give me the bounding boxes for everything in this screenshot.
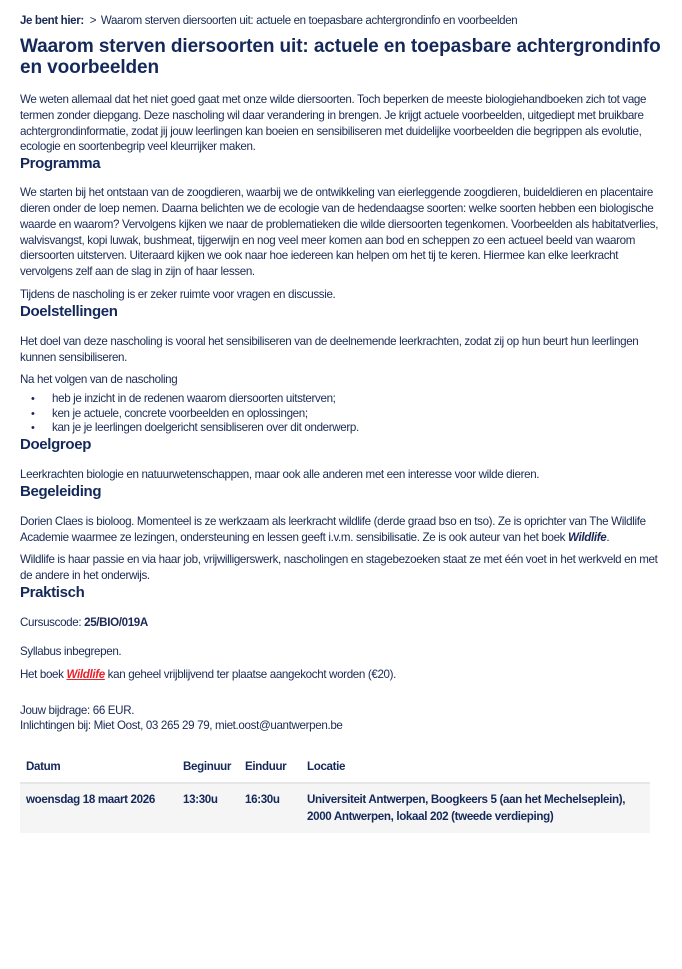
bullet-icon: • [31,393,35,406]
goal-text: heb je inzicht in de redenen waarom diersoorten uitsterven; [52,392,336,406]
breadcrumb [20,13,662,29]
sessions-table [20,752,650,833]
locatie-line-2: 2000 Antwerpen, lokaal 202 (tweede verdieping) [307,809,554,823]
doelstellingen-heading: Doelstellingen [20,302,118,320]
intro-paragraph: We weten allemaal dat het niet goed gaat met onze wilde diersoorten. Toch beperken de meeste biologiehandboeken zich tot vage termen zonder diepgang. Deze nascholing wil daar verandering in brengen. Je krijgt actuele voorbeelden, uitgediept met bruikbare achtergrondinformatie, zodat jij jouw leerlingen kan boeien en sensibiliseren met duidelijke voorbeelden die begrippen als evolutie, ecologie en soortenbegrip veel kleurrijker maken. [20,93,647,154]
bullet-icon: • [31,422,35,435]
book-note-prefix: Het boek [20,667,67,681]
book-title: Wildlife [567,530,607,544]
course-code-value: 25/BIO/019A [84,615,148,629]
begeleiding-heading: Begeleiding [20,482,102,500]
begeleiding-bio-text: Dorien Claes is bioloog. Momenteel is ze werkzaam als leerkracht wildlife (derde graad bso en tso). Ze is oprichter van The Wildlife Academie waarmee ze lezingen, ondersteuning en lessen geeft i.v.m. sensibilisatie. Ze is ook auteur van het boek [20,514,646,544]
column-header-datum: Datum [20,752,177,783]
doelgroep-heading: Doelgroep [20,435,92,453]
goal-item [31,421,662,436]
cell-einduur: 16:30u [239,783,301,833]
breadcrumb-separator-icon: > [89,15,97,27]
begeleiding-paragraph-1 [20,514,662,546]
begeleiding-bio-end: . [606,530,610,544]
course-code-line [20,615,662,631]
doelstellingen-paragraph: Het doel van deze nascholing is vooral het sensibiliseren van de deelnemende leerkrachten, zodat zij op hun beurt hun leerlingen kunnen sensibiliseren. [20,334,639,364]
column-header-einduur: Einduur [239,752,301,783]
book-note [20,667,662,683]
breadcrumb-label: Je bent hier: [20,15,84,27]
column-header-locatie: Locatie [301,752,650,783]
book-note-suffix: kan geheel vrijblijvend ter plaatse aangekocht worden (€20). [104,667,397,681]
table-row [20,783,650,833]
cell-beginuur: 13:30u [177,783,239,833]
bullet-icon: • [31,407,35,420]
locatie-line-1: Universiteit Antwerpen, Boogkeers 5 (aan het Mechelseplein), [307,792,626,806]
contact-block [20,704,662,733]
breadcrumb-current[interactable]: Waarom sterven diersoorten uit: actuele en toepasbare achtergrondinfo en voorbeelden [100,15,518,27]
goals-list [20,392,662,436]
doelstellingen-list-intro: Na het volgen van de nascholing [20,373,178,387]
book-link[interactable]: Wildlife [66,667,105,681]
cell-locatie [301,783,650,833]
course-code-label: Cursuscode: [20,615,85,629]
programma-heading: Programma [20,155,101,173]
goal-text: kan je je leerlingen doelgericht sensibliseren over dit onderwerp. [52,421,359,435]
programma-discussion: Tijdens de nascholing is er zeker ruimte voor vragen en discussie. [20,287,336,301]
goal-item [31,392,662,407]
syllabus-note: Syllabus inbegrepen. [20,644,122,658]
begeleiding-paragraph-2: Wildlife is haar passie en via haar job, vrijwilligerswerk, nascholingen en stagebezoeken staat ze met één voet in het werkveld en met de andere in het onderwijs. [20,553,658,583]
info-text: Inlichtingen bij: Miet Oost, 03 265 29 79, miet.oost@uantwerpen.be [20,718,343,732]
programma-paragraph: We starten bij het ontstaan van de zoogdieren, waarbij we de ontwikkeling van eierleggende zoogdieren, buideldieren en placentaire dieren onder de loep nemen. Daarna belichten we de ecologie van de hedendaagse soorten: welke soorten hebben een biologische waarde en waarom? Vervolgens kijken we naar de problematieken die wilde diersoorten tegenkomen. Voorbeelden als habitatverlies, walvisvangst, kopi luwak, bushmeat, tijgerwijn en nog veel meer komen aan bod en scheppen zo een actueel beeld van waarom diersoorten uitsterven. Uiteraard kijken we ook naar hoe iedereen kan helpen om het tij te keren. Hiermee kan elke leerkracht vervolgens zelf aan de slag in zijn of haar lessen. [20,186,659,279]
doelgroep-paragraph: Leerkrachten biologie en natuurwetenschappen, maar ook alle anderen met een interesse voor wilde dieren. [20,467,540,481]
table-header-row [20,752,650,783]
goal-item [31,406,662,422]
contribution-text: Jouw bijdrage: 66 EUR. [20,704,135,718]
praktisch-heading: Praktisch [20,583,85,601]
cell-datum: woensdag 18 maart 2026 [20,783,177,833]
column-header-beginuur: Beginuur [177,752,239,783]
goal-text: ken je actuele, concrete voorbeelden en oplossingen; [52,406,308,420]
page-title: Waarom sterven diersoorten uit: actuele en toepasbare achtergrondinfo en voorbeelden [20,36,661,78]
